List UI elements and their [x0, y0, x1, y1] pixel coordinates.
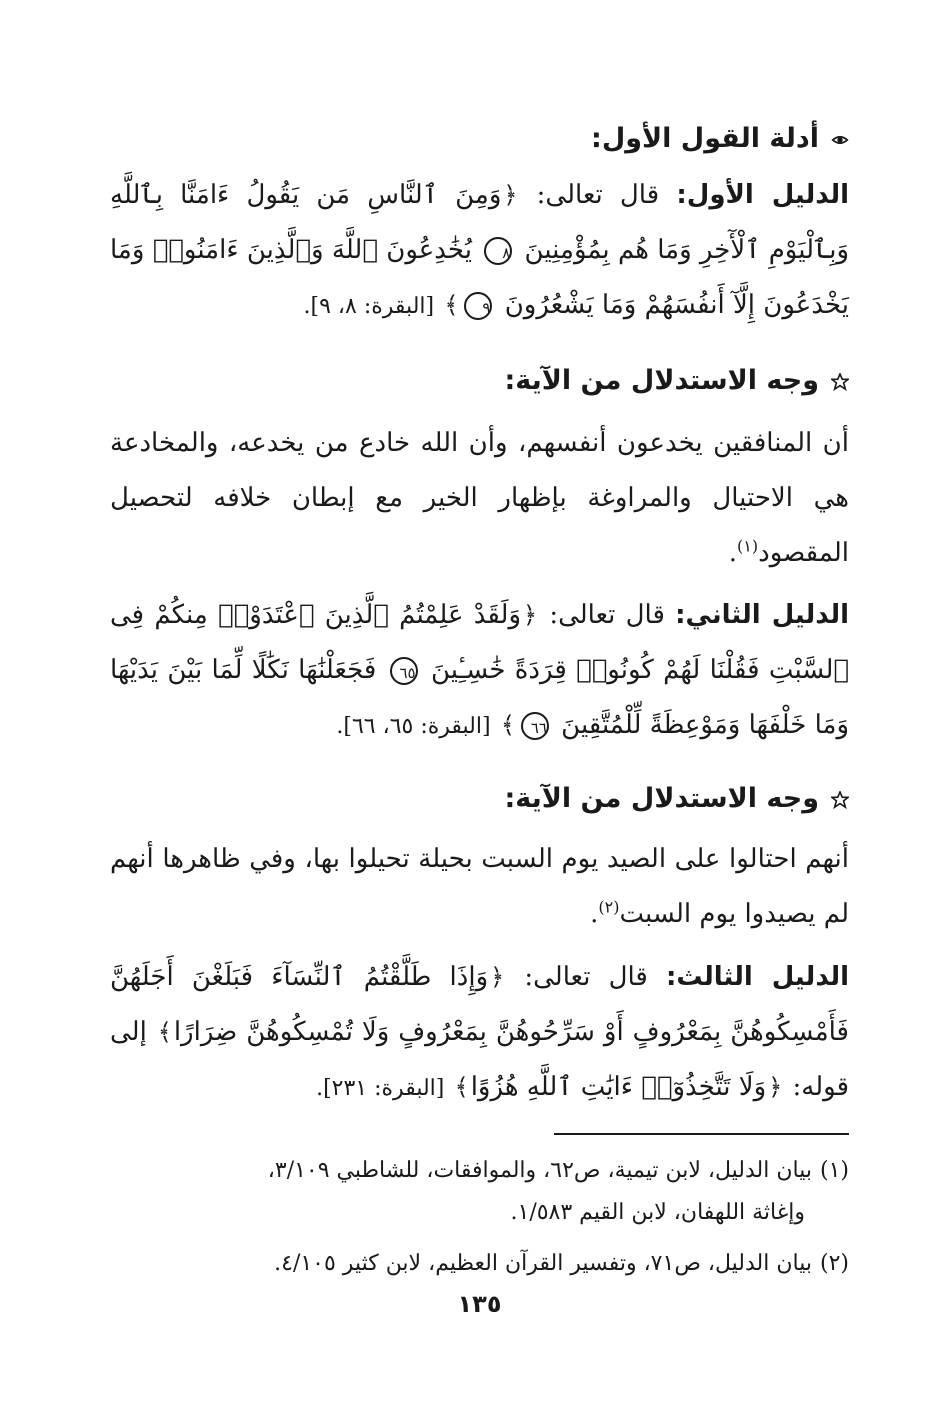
- ayah-number-marker: ٩: [464, 292, 492, 320]
- footnote-text: بيان الدليل، ص٧١، وتفسير القرآن العظيم، لابن كثير ٤/١٠٥.: [274, 1251, 812, 1276]
- heading-text: وجه الاستدلال من الآية:: [504, 783, 819, 814]
- evidence-three-verse-b: وَلَا تَتَّخِذُوٓا۟ ءَايَٰتِ ٱللَّهِ هُزُوًا: [470, 1072, 767, 1102]
- evidence-two-reference: [البقرة: ٦٥، ٦٦].: [336, 714, 491, 739]
- evidence-two-intro: قال تعالى:: [539, 600, 676, 630]
- footnote-number: (٢): [819, 1251, 849, 1276]
- evidence-one-verse-b: يُخَٰدِعُونَ ٱللَّهَ وَٱلَّذِينَ ءَامَنُوا۟ وَمَا يَخْدَعُونَ إِلَّآ أَنفُسَهُمْ وَمَا يَشْعُرُونَ: [110, 235, 849, 320]
- heading-text: أدلة القول الأول:: [591, 123, 819, 154]
- sentence-end: .: [728, 538, 738, 568]
- evidence-three-paragraph: [110, 950, 849, 1116]
- footnote-one: [110, 1150, 849, 1234]
- evidence-three-reference: [البقرة: ٢٣١].: [316, 1076, 445, 1101]
- evidence-three-connector: إلى قوله:: [110, 1017, 849, 1102]
- ayah-number-marker: ٦٦: [521, 712, 549, 740]
- footnote-marker: (٢): [598, 897, 620, 917]
- evidence-three-intro: قال تعالى:: [506, 962, 667, 992]
- inference-two-text: أنهم احتالوا على الصيد يوم السبت بحيلة تحيلوا بها، وفي ظاهرها أنهم لم يصيدوا يوم السبت: [110, 844, 849, 929]
- evidence-one-intro: قال تعالى:: [519, 180, 677, 210]
- book-page: [110, 0, 849, 1405]
- section-heading-inference-two: [504, 782, 849, 816]
- evidence-one-reference: [البقرة: ٨، ٩].: [303, 294, 435, 319]
- quran-close-bracket: ﴾: [454, 1073, 469, 1101]
- inference-one-paragraph: [110, 416, 849, 581]
- section-heading-first-opinion: [591, 122, 849, 156]
- inference-one-text: أن المنافقين يخدعون أنفسهم، وأن الله خادع من يخدعه، والمخادعة هي الاحتيال والمراوغة بإظهار الخير مع إبطان خلافه لتحصيل المقصود: [110, 428, 849, 568]
- evidence-two-paragraph: [110, 588, 849, 754]
- page-number: ١٣٥: [457, 1290, 502, 1318]
- evidence-two-verse-b: فَجَعَلْنَٰهَا نَكَٰلًا لِّمَا بَيْنَ يَدَيْهَا وَمَا خَلْفَهَا وَمَوْعِظَةً لِّلْمُتَّقِينَ: [110, 655, 849, 740]
- evidence-one-verse-a: وَمِنَ ٱلنَّاسِ مَن يَقُولُ ءَامَنَّا بِٱللَّهِ وَبِٱلْيَوْمِ ٱلْأٓخِرِ وَمَا هُم بِمُؤْمِنِينَ: [110, 180, 850, 265]
- quran-open-bracket: ﴿: [490, 963, 505, 991]
- flower-ornament-icon: [831, 131, 849, 149]
- quran-close-bracket: ﴾: [500, 711, 515, 739]
- evidence-two-label: الدليل الثاني:: [675, 600, 849, 630]
- footnote-number: (١): [819, 1158, 849, 1183]
- evidence-three-label: الدليل الثالث:: [666, 962, 850, 992]
- footnote-marker: (١): [737, 536, 759, 556]
- footnote-separator: [554, 1133, 849, 1135]
- star-ornament-icon: [831, 791, 849, 809]
- quran-close-bracket: ﴾: [444, 291, 459, 319]
- evidence-three-verse-a: وَإِذَا طَلَّقْتُمُ ٱلنِّسَآءَ فَبَلَغْنَ أَجَلَهُنَّ فَأَمْسِكُوهُنَّ بِمَعْرُوفٍ أَوْ سَرِّحُوهُنَّ بِمَعْرُوفٍ وَلَا تُمْسِكُوهُنَّ ضِرَارًا: [110, 962, 849, 1047]
- footnote-text-continued: وإغاثة اللهفان، لابن القيم ١/٥٨٣.: [510, 1200, 805, 1225]
- star-ornament-icon: [831, 373, 849, 391]
- heading-text: وجه الاستدلال من الآية:: [504, 365, 819, 396]
- ayah-number-marker: ٦٥: [390, 657, 418, 685]
- evidence-two-verse-a: وَلَقَدْ عَلِمْتُمُ ٱلَّذِينَ ٱعْتَدَوْا۟ مِنكُمْ فِى ٱلسَّبْتِ فَقُلْنَا لَهُمْ كُونُوا۟ قِرَدَةً خَٰسِـِٔينَ: [110, 600, 850, 685]
- quran-open-bracket: ﴿: [503, 181, 518, 209]
- footnote-text: بيان الدليل، لابن تيمية، ص٦٢، والموافقات، للشاطبي ٣/١٠٩،: [267, 1158, 812, 1183]
- quran-close-bracket: ﴾: [157, 1018, 172, 1046]
- footnote-two: [110, 1243, 849, 1285]
- evidence-one-paragraph: [110, 168, 849, 334]
- ayah-number-marker: ٨: [484, 237, 512, 265]
- evidence-one-label: الدليل الأول:: [676, 180, 850, 210]
- quran-open-bracket: ﴿: [523, 601, 538, 629]
- quran-open-bracket: ﴿: [768, 1073, 783, 1101]
- section-heading-inference-one: [504, 364, 849, 398]
- sentence-end: .: [590, 899, 599, 929]
- inference-two-paragraph: [110, 832, 849, 942]
